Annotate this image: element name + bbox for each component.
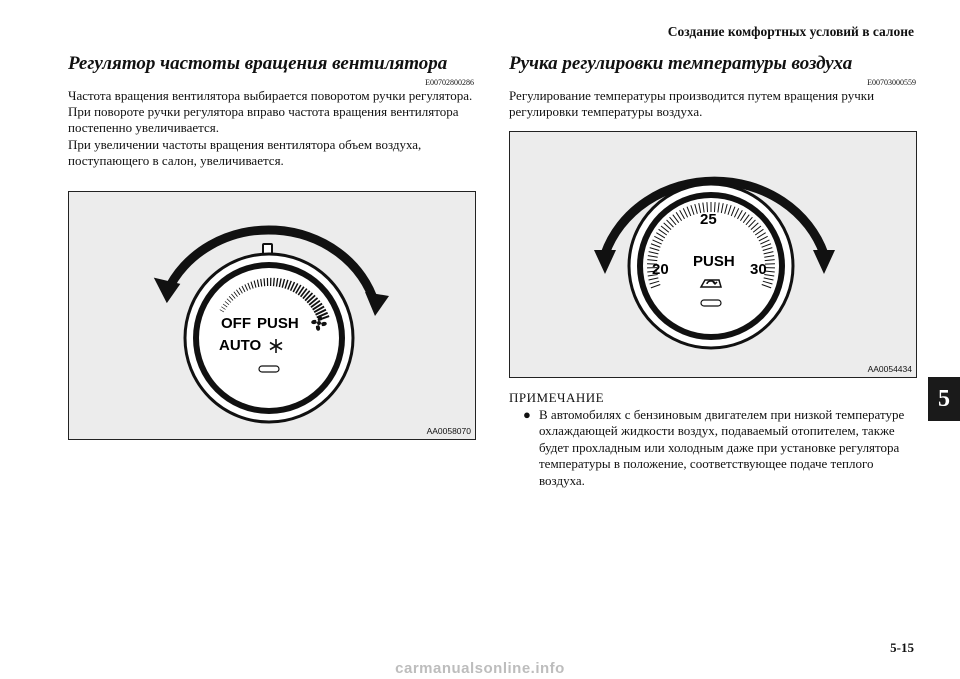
- fan-speed-section: [68, 52, 474, 169]
- watermark: carmanualsonline.info: [395, 660, 565, 677]
- note-item: [509, 407, 909, 490]
- arrow-head-right: [365, 292, 389, 316]
- note-block: [509, 390, 909, 489]
- auto-label: AUTO: [219, 337, 262, 354]
- chapter-tab: 5: [928, 377, 960, 421]
- temp-mid-label: 25: [700, 211, 717, 228]
- temperature-figure-code: AA0054434: [867, 364, 912, 374]
- fan-figure-code: AA0058070: [426, 426, 471, 436]
- push-label: PUSH: [257, 315, 299, 332]
- arrow-head-left: [594, 250, 616, 274]
- arrow-head-right: [813, 250, 835, 274]
- temperature-knob-figure: [509, 131, 917, 378]
- bullet-icon: ●: [523, 406, 531, 422]
- indicator-slot: [259, 366, 279, 372]
- temperature-title: Ручка регулировки температуры воздуха: [509, 53, 853, 74]
- temperature-paragraph-1: Регулирование температуры производится путем вращения ручки регулировки температуры воздуха.: [509, 88, 875, 120]
- fan-speed-paragraph-2: При повороте ручки регулятора вправо частота вращения вентилятора постепенно увеличивается.: [68, 104, 459, 136]
- scale-tick: [264, 278, 265, 286]
- note-heading: ПРИМЕЧАНИЕ: [509, 390, 605, 405]
- temp-low-label: 20: [652, 261, 669, 278]
- page-number: 5-15: [890, 640, 914, 655]
- fan-speed-title: Регулятор частоты вращения вентилятора: [68, 53, 448, 74]
- temperature-code: E00703000559: [867, 78, 916, 87]
- temperature-section: [509, 52, 916, 120]
- scale-tick: [274, 278, 275, 286]
- push-label: PUSH: [693, 253, 735, 270]
- note-text: В автомобилях с бензиновым двигателем при низкой температуре охлаждающей жидкости воздух, подаваемый отопителем, также будет прохладным или холодным даже при установке регулятора температуры в положение, соответствующее подаче теплого воздуха.: [539, 406, 905, 488]
- temp-high-label: 30: [750, 261, 767, 278]
- temperature-knob-illustration: [510, 132, 916, 377]
- indicator-slot: [701, 300, 721, 306]
- fan-speed-paragraph-1: Частота вращения вентилятора выбирается поворотом ручки регулятора.: [68, 88, 473, 103]
- off-label: OFF: [221, 315, 251, 332]
- section-header: Создание комфортных условий в салоне: [667, 24, 914, 39]
- fan-speed-paragraph-3: При увеличении частоты вращения вентилятора объем воздуха, поступающего в салон, увеличивается.: [68, 136, 422, 168]
- fan-knob-illustration: [69, 192, 475, 439]
- fan-speed-code: E00702800286: [425, 78, 474, 87]
- fan-knob-figure: [68, 191, 476, 440]
